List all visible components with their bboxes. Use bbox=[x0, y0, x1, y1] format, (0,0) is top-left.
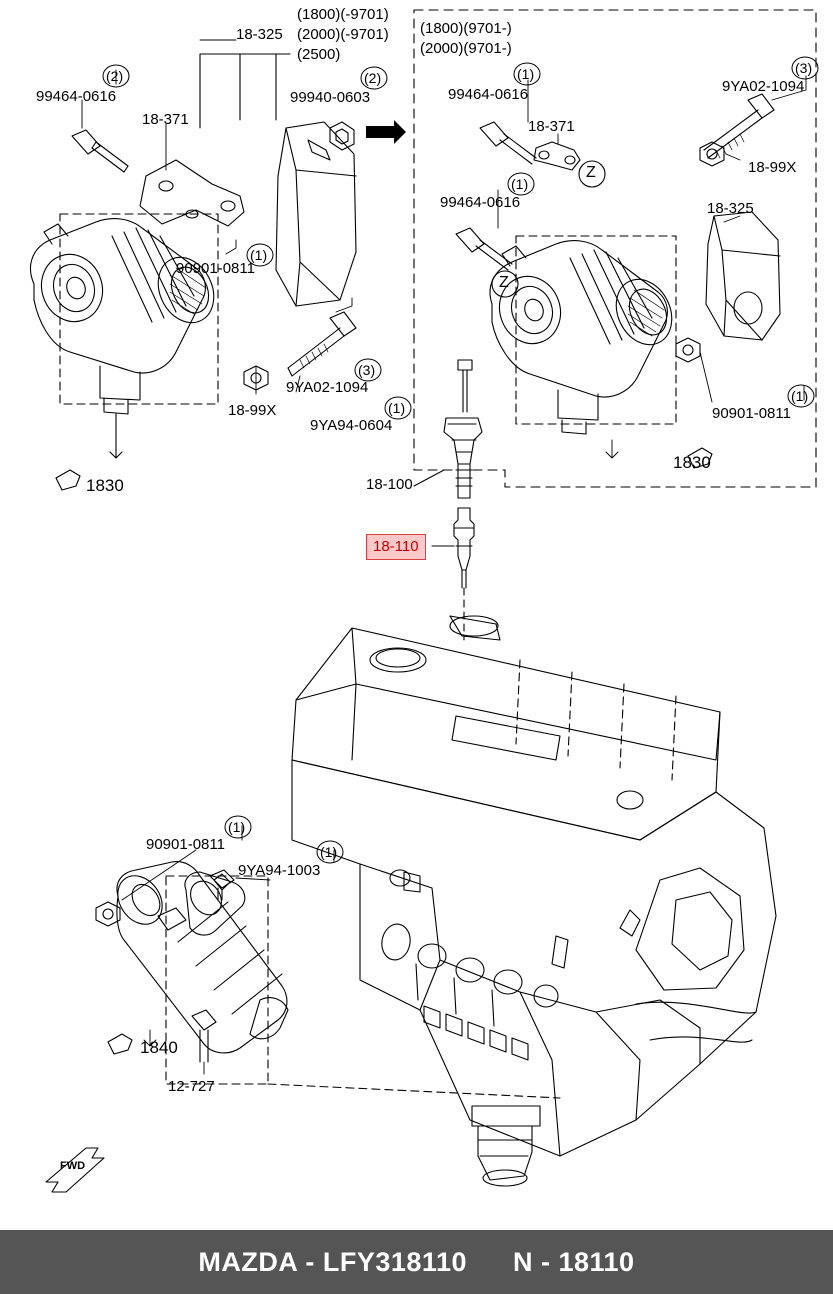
ref-label-1840: 1840 bbox=[140, 1038, 178, 1057]
left-alternator-dashed-outline bbox=[60, 214, 218, 404]
callout-label-18-100: 18-100 bbox=[366, 476, 413, 493]
callout-label-12-727: 12-727 bbox=[168, 1078, 215, 1095]
ref-label-1830-right: 1830 bbox=[673, 453, 711, 472]
qty-label: (1) bbox=[320, 844, 338, 860]
alternator-right bbox=[490, 241, 682, 434]
callout-label: (1800)(-9701) bbox=[297, 6, 389, 23]
spark-plug-18-110 bbox=[454, 508, 474, 588]
qty-label: (1) bbox=[791, 388, 809, 404]
bolt-12-727 bbox=[192, 1010, 216, 1062]
bolt-9YA02-1094-right bbox=[704, 94, 774, 158]
fwd-arrow-label: FWD bbox=[60, 1160, 86, 1172]
callout-label-99464-0616: 99464-0616 bbox=[36, 88, 117, 105]
nut-99940-0603 bbox=[330, 122, 354, 150]
qty-label: (1) bbox=[517, 66, 535, 82]
callout-label-9YA94-1003: 9YA94-1003 bbox=[238, 862, 321, 879]
leader-line-18-100 bbox=[414, 470, 444, 486]
cover-18-325-right bbox=[706, 212, 780, 340]
bolt-99464-0616-left bbox=[72, 130, 128, 172]
qty-label: (3) bbox=[795, 60, 813, 76]
qty-label: (1) bbox=[511, 176, 529, 192]
qty-label: (1) bbox=[388, 400, 406, 416]
callout-label: (2500) bbox=[297, 46, 341, 63]
footer-bar bbox=[0, 1230, 833, 1294]
callout-label: (2000)(-9701) bbox=[297, 26, 389, 43]
ref-label-1830-left: 1830 bbox=[86, 476, 124, 495]
ref-1840-arrow bbox=[108, 1034, 132, 1054]
callout-label-9YA94-0604: 9YA94-0604 bbox=[310, 417, 393, 434]
callout-label-90901-0811: 90901-0811 bbox=[176, 260, 255, 277]
callout-label: (2000)(9701-) bbox=[420, 40, 512, 57]
callout-label-90901-0811: 90901-0811 bbox=[146, 836, 225, 853]
ignition-coil-18-100 bbox=[444, 418, 482, 498]
marker-z-label: Z bbox=[586, 164, 596, 181]
callout-label-18-325: 18-325 bbox=[236, 26, 283, 43]
callout-label-18-371: 18-371 bbox=[528, 118, 575, 135]
highlighted-part-18-110[interactable]: 18-110 bbox=[366, 534, 426, 560]
qty-label: (1) bbox=[250, 247, 268, 263]
callout-label-99464-0616: 99464-0616 bbox=[440, 194, 521, 211]
callout-label-90901-0811: 90901-0811 bbox=[712, 405, 791, 422]
marker-z-label: Z bbox=[499, 274, 509, 291]
engine-block bbox=[292, 616, 776, 1186]
washer-18-99X-right bbox=[700, 142, 724, 166]
callout-label: (1800)(9701-) bbox=[420, 20, 512, 37]
callout-label-18-371: 18-371 bbox=[142, 111, 189, 128]
bolt-99464-0616-right-bottom bbox=[456, 228, 512, 270]
callout-label-99940-0603: 99940-0603 bbox=[290, 89, 371, 106]
qty-label: (2) bbox=[106, 68, 124, 84]
footer-brand-part: MAZDA - LFY318110 bbox=[198, 1246, 467, 1277]
callout-label-18-99X: 18-99X bbox=[748, 159, 797, 176]
callout-label-99464-0616: 99464-0616 bbox=[448, 86, 529, 103]
washer-90901-0811-right bbox=[676, 338, 700, 362]
leader-bracket-left bbox=[200, 40, 290, 128]
callout-label-18-325: 18-325 bbox=[707, 200, 754, 217]
qty-label: (2) bbox=[364, 70, 382, 86]
bracket-18-371-right bbox=[534, 142, 580, 170]
bolt-9YA02-1094-left bbox=[288, 312, 356, 376]
bracket-18-371-left bbox=[140, 160, 244, 226]
callout-label-9YA02-1094: 9YA02-1094 bbox=[286, 379, 369, 396]
qty-label: (1) bbox=[228, 819, 246, 835]
qty-label: (3) bbox=[358, 362, 376, 378]
callout-label-9YA02-1094: 9YA02-1094 bbox=[722, 78, 805, 95]
direction-arrow-left-cover bbox=[366, 120, 406, 144]
footer-reference: N - 18110 bbox=[512, 1246, 635, 1277]
bolt-9YA94-0604 bbox=[458, 360, 472, 412]
callout-label-18-99X: 18-99X bbox=[228, 402, 277, 419]
